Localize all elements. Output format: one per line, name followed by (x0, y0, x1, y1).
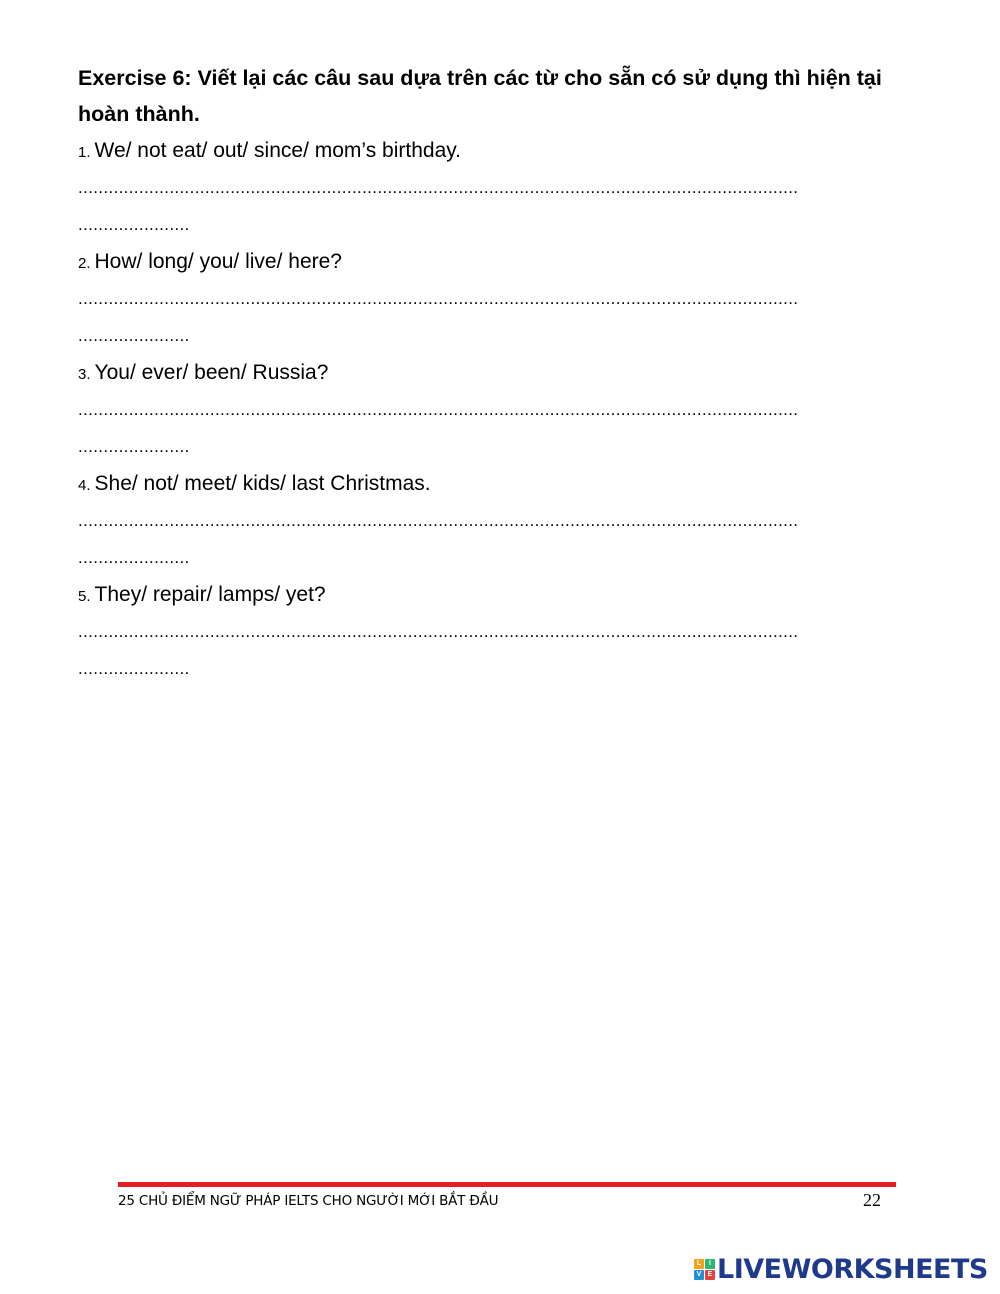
answer-line[interactable]: .............................................................................................................................................. (78, 622, 799, 641)
liveworksheets-watermark (694, 1254, 988, 1284)
item-number: 2. (78, 255, 91, 272)
answer-line-continuation[interactable]: ...................... (78, 437, 190, 456)
liveworksheets-logo-icon (694, 1259, 715, 1280)
logo-letter: E (705, 1270, 715, 1280)
logo-letter: V (694, 1270, 704, 1280)
item-prompt: You/ ever/ been/ Russia? (94, 361, 329, 384)
item-prompt: She/ not/ meet/ kids/ last Christmas. (94, 472, 431, 495)
item-prompt: We/ not eat/ out/ since/ mom’s birthday. (94, 139, 462, 162)
item-prompt-line (78, 354, 958, 391)
item-prompt-line (78, 465, 958, 502)
answer-line[interactable]: .............................................................................................................................................. (78, 178, 799, 197)
exercise-item-2 (78, 243, 958, 354)
item-number: 5. (78, 588, 91, 605)
answer-line[interactable]: .............................................................................................................................................. (78, 289, 799, 308)
answer-line-continuation[interactable]: ...................... (78, 326, 190, 345)
exercise-section (78, 60, 958, 687)
item-number: 4. (78, 477, 91, 494)
answer-line[interactable]: .............................................................................................................................................. (78, 511, 799, 530)
item-prompt: They/ repair/ lamps/ yet? (94, 583, 326, 606)
exercise-item-1 (78, 132, 958, 243)
answer-line-continuation[interactable]: ...................... (78, 215, 190, 234)
footer-title: 25 CHỦ ĐIỂM NGỮ PHÁP IELTS CHO NGƯỜI MỚI BẮT ĐẦU (118, 1193, 499, 1209)
exercise-item-5 (78, 576, 958, 687)
footer-divider (118, 1182, 896, 1187)
exercise-item-3 (78, 354, 958, 465)
answer-line-continuation[interactable]: ...................... (78, 659, 190, 678)
item-prompt-line (78, 132, 958, 169)
item-prompt-line (78, 576, 958, 613)
exercise-title: Exercise 6: Viết lại các câu sau dựa trên các từ cho sẵn có sử dụng thì hiện tại hoàn thành. (78, 66, 882, 126)
item-number: 3. (78, 366, 91, 383)
answer-line-continuation[interactable]: ...................... (78, 548, 190, 567)
item-prompt-line (78, 243, 958, 280)
logo-letter: I (705, 1259, 715, 1269)
exercise-item-4 (78, 465, 958, 576)
answer-line[interactable]: .............................................................................................................................................. (78, 400, 799, 419)
logo-letter: L (694, 1259, 704, 1269)
item-number: 1. (78, 144, 91, 161)
item-prompt: How/ long/ you/ live/ here? (94, 250, 342, 273)
watermark-text: LIVEWORKSHEETS (717, 1253, 988, 1285)
page-number: 22 (863, 1190, 881, 1210)
